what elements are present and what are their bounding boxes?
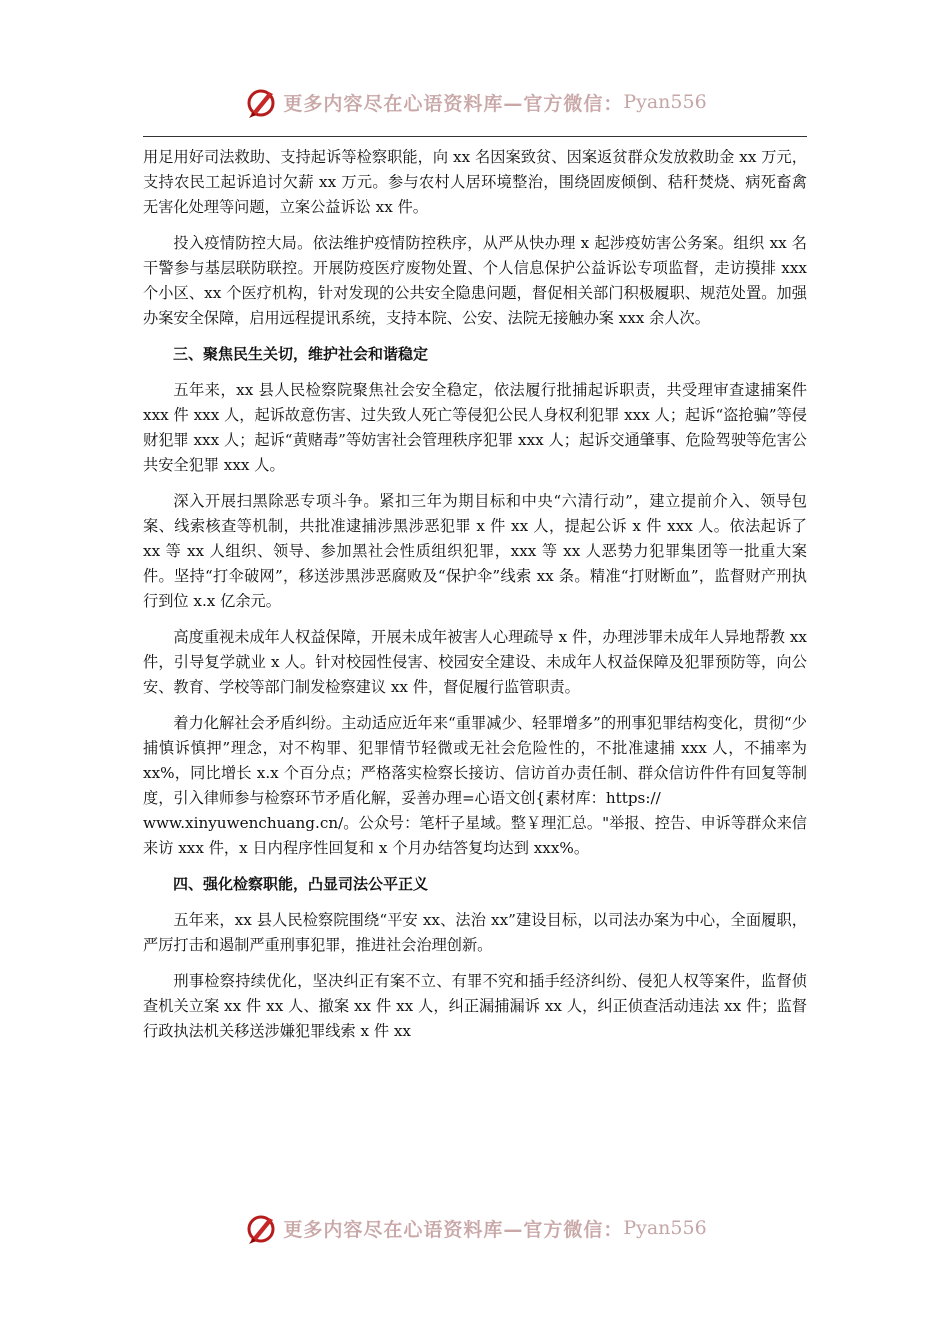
footer-banner [0, 1208, 950, 1248]
banner-wechat-id: Pyan556 [623, 91, 707, 113]
paragraph-text: 着力化解社会矛盾纠纷。主动适应近年来“重罪减少、轻罪增多”的刑事犯罪结构变化，贯彻“少捕慎诉慎押”理念，对不构罪、犯罪情节轻微或无社会危险性的，不批准逮捕 xxx 人，不捕率为 xx%，同比增长 x.x 个百分点；严格落实检察长接访、信访首办责任制、群众信访件件有回复等制度，引入律师参与检察环节矛盾化解，妥善办理=心语文创{素材库：https:// [143, 714, 807, 807]
paragraph [143, 711, 807, 811]
section-heading: 四、强化检察职能，凸显司法公平正义 [173, 875, 429, 893]
section-heading: 三、聚焦民生关切，维护社会和谐稳定 [173, 345, 429, 363]
banner-text: 更多内容尽在心语资料库—官方微信： [283, 1218, 624, 1241]
header-banner [0, 82, 950, 122]
paragraph: 用足用好司法救助、支持起诉等检察职能，向 xx 名因案致贫、因案返贫群众发放救助金 xx 万元，支持农民工起诉追讨欠薪 xx 万元。参与农村人居环境整治，围绕固废倾倒、秸秆焚烧、病死畜禽无害化处理等问题，立案公益诉讼 xx 件。 [143, 148, 807, 216]
header-divider [143, 136, 807, 137]
banner-text: 更多内容尽在心语资料库—官方微信： [283, 92, 624, 115]
paragraph: 五年来，xx 县人民检察院聚焦社会安全稳定，依法履行批捕起诉职责，共受理审查逮捕案件 xxx 件 xxx 人，起诉故意伤害、过失致人死亡等侵犯公民人身权利犯罪 xxx 人；起诉“盗抢骗”等侵财犯罪 xxx 人；起诉“黄赌毒”等妨害社会管理秩序犯罪 xxx 人；起诉交通肇事、危险驾驶等危害公共安全犯罪 xxx 人。 [143, 381, 807, 474]
document-body [143, 145, 807, 1055]
paragraph: 深入开展扫黑除恶专项斗争。紧扣三年为期目标和中央“六清行动”，建立提前介入、领导包案、线索核查等机制，共批准逮捕涉黑涉恶犯罪 x 件 xx 人，提起公诉 x 件 xxx 人。依法起诉了 xx 等 xx 人组织、领导、参加黑社会性质组织犯罪，xxx 等 xx 人恶势力犯罪集团等一批重大案件。坚持“打伞破网”，移送涉黑涉恶腐败及“保护伞”线索 xx 条。精准“打财断血”，监督财产刑执行到位 x.x 亿余元。 [143, 492, 807, 610]
paragraph: 高度重视未成年人权益保障，开展未成年被害人心理疏导 x 件，办理涉罪未成年人异地帮教 xx 件，引导复学就业 x 人。针对校园性侵害、校园安全建设、未成年人权益保障及犯罪预防等，向公安、教育、学校等部门制发检察建议 xx 件，督促履行监管职责。 [143, 628, 807, 696]
paragraph-continuation: www.xinyuwenchuang.cn/。公众号：笔杆子星域。整￥理汇总。"举报、控告、申诉等群众来信来访 xxx 件，x 日内程序性回复和 x 个月办结答复均达到 xxx%。 [143, 814, 807, 857]
banner-wechat-id: Pyan556 [623, 1217, 707, 1239]
brush-logo-icon [243, 1210, 279, 1246]
paragraph: 投入疫情防控大局。依法维护疫情防控秩序，从严从快办理 x 起涉疫妨害公务案。组织 xx 名干警参与基层联防联控。开展防疫医疗废物处置、个人信息保护公益诉讼专项监督，走访摸排 xxx 个小区、xx 个医疗机构，针对发现的公共安全隐患问题，督促相关部门积极履职、规范处置。加强办案安全保障，启用远程提讯系统，支持本院、公安、法院无接触办案 xxx 余人次。 [143, 234, 807, 327]
brush-logo-icon [243, 84, 279, 120]
paragraph: 刑事检察持续优化，坚决纠正有案不立、有罪不究和插手经济纠纷、侵犯人权等案件，监督侦查机关立案 xx 件 xx 人、撤案 xx 件 xx 人，纠正漏捕漏诉 xx 人，纠正侦查活动违法 xx 件；监督行政执法机关移送涉嫌犯罪线索 x 件 xx [143, 972, 807, 1040]
paragraph: 五年来，xx 县人民检察院围绕“平安 xx、法治 xx”建设目标，以司法办案为中心，全面履职，严厉打击和遏制严重刑事犯罪，推进社会治理创新。 [143, 911, 807, 954]
